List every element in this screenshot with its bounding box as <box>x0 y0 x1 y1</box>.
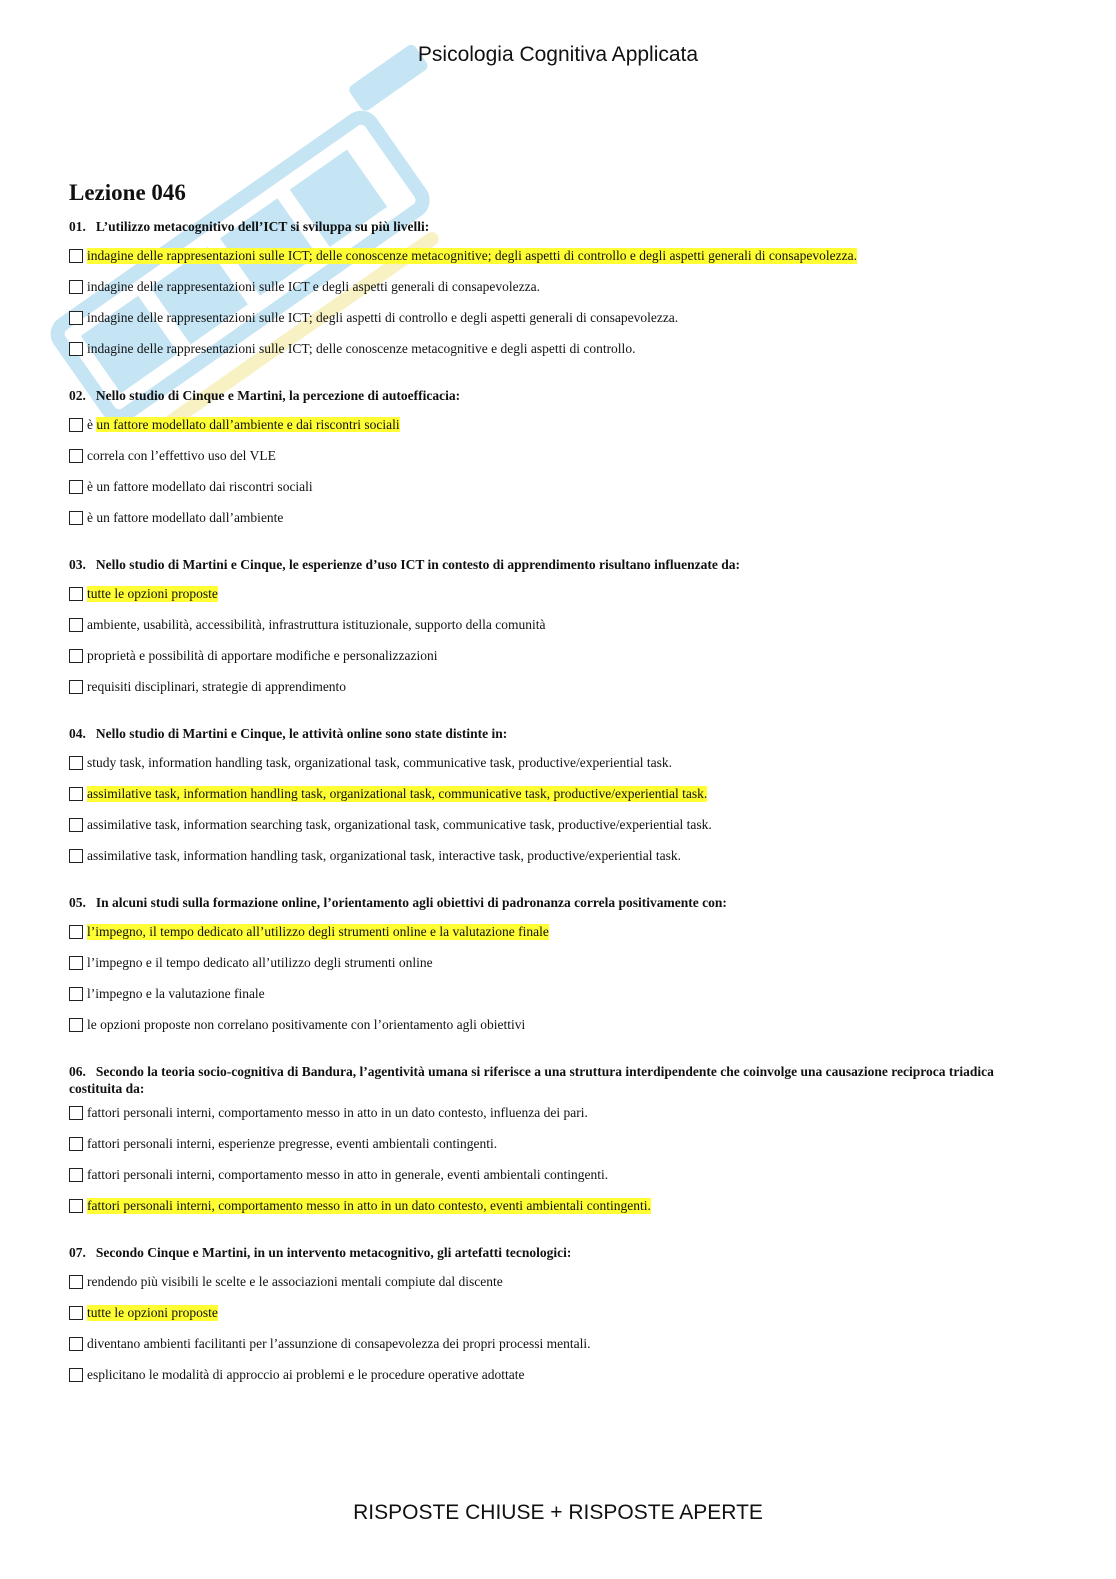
answer-label-highlighted: l’impegno, il tempo dedicato all’utilizzo degli strumenti online e la valutazione finale <box>87 923 549 939</box>
answer-label: le opzioni proposte non correlano positivamente con l’orientamento agli obiettivi <box>87 1016 526 1032</box>
answer-option[interactable] <box>69 947 1049 978</box>
answer-option[interactable] <box>69 440 1049 471</box>
question-prompt: In alcuni studi sulla formazione online, l’orientamento agli obiettivi di padronanza correla positivamente con: <box>95 895 727 910</box>
checkbox-icon[interactable] <box>69 480 83 494</box>
checkbox-icon[interactable] <box>69 1306 83 1320</box>
answer-label: rendendo più visibili le scelte e le associazioni mentali compiute dal discente <box>87 1273 503 1289</box>
checkbox-icon[interactable] <box>69 1337 83 1351</box>
question-03 <box>69 554 1049 702</box>
question-number: 02. <box>69 388 86 403</box>
answer-label-highlighted: tutte le opzioni proposte <box>87 585 218 601</box>
answer-option[interactable] <box>69 1328 1049 1359</box>
answer-option[interactable] <box>69 1297 1049 1328</box>
answer-label-highlighted: assimilative task, information handling task, organizational task, communicative task, productive/experiential task. <box>87 785 708 801</box>
question-text <box>69 385 1049 409</box>
question-number: 05. <box>69 895 86 910</box>
answer-option[interactable] <box>69 840 1049 871</box>
answer-option[interactable] <box>69 916 1049 947</box>
answer-label: assimilative task, information handling task, organizational task, interactive task, productive/experiential task. <box>87 847 681 863</box>
answer-label: study task, information handling task, organizational task, communicative task, productive/experiential task. <box>87 754 672 770</box>
answer-option[interactable] <box>69 578 1049 609</box>
answer-label: è un fattore modellato dai riscontri sociali <box>87 478 313 494</box>
answer-label: fattori personali interni, comportamento messo in atto in generale, eventi ambientali contingenti. <box>87 1166 609 1182</box>
answer-option[interactable] <box>69 1009 1049 1040</box>
answer-label-highlighted: fattori personali interni, comportamento messo in atto in un dato contesto, eventi ambientali contingenti. <box>87 1197 651 1213</box>
answer-label: l’impegno e la valutazione finale <box>87 985 265 1001</box>
questions-list <box>69 216 1049 1411</box>
checkbox-icon[interactable] <box>69 1018 83 1032</box>
answer-option[interactable] <box>69 778 1049 809</box>
answer-label: è un fattore modellato dall’ambiente <box>87 509 284 525</box>
answer-option[interactable] <box>69 809 1049 840</box>
question-01 <box>69 216 1049 364</box>
answer-label: fattori personali interni, comportamento messo in atto in un dato contesto, influenza dei pari. <box>87 1104 588 1120</box>
checkbox-icon[interactable] <box>69 956 83 970</box>
question-prompt: Nello studio di Martini e Cinque, le attività online sono state distinte in: <box>95 726 508 741</box>
question-prompt: Secondo Cinque e Martini, in un intervento metacognitivo, gli artefatti tecnologici: <box>95 1245 572 1260</box>
checkbox-icon[interactable] <box>69 311 83 325</box>
question-number: 04. <box>69 726 86 741</box>
checkbox-icon[interactable] <box>69 1168 83 1182</box>
answer-option[interactable] <box>69 333 1049 364</box>
answer-label: diventano ambienti facilitanti per l’assunzione di consapevolezza dei propri processi mentali. <box>87 1335 591 1351</box>
checkbox-icon[interactable] <box>69 987 83 1001</box>
checkbox-icon[interactable] <box>69 418 83 432</box>
answer-option[interactable] <box>69 640 1049 671</box>
checkbox-icon[interactable] <box>69 280 83 294</box>
answer-label: esplicitano le modalità di approccio ai problemi e le procedure operative adottate <box>87 1366 525 1382</box>
checkbox-icon[interactable] <box>69 756 83 770</box>
question-prompt: Nello studio di Martini e Cinque, le esperienze d’uso ICT in contesto di apprendimento risultano influenzate da: <box>95 557 741 572</box>
question-text <box>69 1242 1049 1266</box>
question-04 <box>69 723 1049 871</box>
answer-option[interactable] <box>69 1159 1049 1190</box>
question-number: 03. <box>69 557 86 572</box>
answer-option[interactable] <box>69 1190 1049 1221</box>
answer-option[interactable] <box>69 471 1049 502</box>
checkbox-icon[interactable] <box>69 249 83 263</box>
answer-option[interactable] <box>69 1128 1049 1159</box>
answer-option[interactable] <box>69 1359 1049 1390</box>
checkbox-icon[interactable] <box>69 849 83 863</box>
answer-label: indagine delle rappresentazioni sulle ICT; degli aspetti di controllo e degli aspetti generali di consapevolezza. <box>87 309 679 325</box>
checkbox-icon[interactable] <box>69 618 83 632</box>
question-number: 07. <box>69 1245 86 1260</box>
highlight-span: un fattore modellato dall’ambiente e dai riscontri sociali <box>96 416 400 432</box>
answer-label-highlighted: indagine delle rappresentazioni sulle ICT; delle conoscenze metacognitive; degli aspetti di controllo e degli aspetti generali di consapevolezza. <box>87 247 857 263</box>
checkbox-icon[interactable] <box>69 680 83 694</box>
question-text <box>69 216 1049 240</box>
checkbox-icon[interactable] <box>69 1137 83 1151</box>
lesson-title: Lezione 046 <box>69 180 186 205</box>
answer-option[interactable] <box>69 747 1049 778</box>
answer-label: fattori personali interni, esperienze pregresse, eventi ambientali contingenti. <box>87 1135 498 1151</box>
answer-option[interactable] <box>69 302 1049 333</box>
checkbox-icon[interactable] <box>69 1199 83 1213</box>
question-02 <box>69 385 1049 533</box>
checkbox-icon[interactable] <box>69 449 83 463</box>
checkbox-icon[interactable] <box>69 1275 83 1289</box>
question-06 <box>69 1061 1049 1221</box>
answer-label: indagine delle rappresentazioni sulle ICT e degli aspetti generali di consapevolezza. <box>87 278 540 294</box>
answer-label: indagine delle rappresentazioni sulle ICT; delle conoscenze metacognitive e degli aspetti di controllo. <box>87 340 636 356</box>
page-footer: RISPOSTE CHIUSE + RISPOSTE APERTE <box>353 1501 763 1524</box>
answer-label: requisiti disciplinari, strategie di apprendimento <box>87 678 347 694</box>
answer-label: l’impegno e il tempo dedicato all’utilizzo degli strumenti online <box>87 954 433 970</box>
question-number: 01. <box>69 219 86 234</box>
answer-label-highlighted: è un fattore modellato dall’ambiente e dai riscontri sociali <box>87 416 400 432</box>
answer-option[interactable] <box>69 1097 1049 1128</box>
checkbox-icon[interactable] <box>69 818 83 832</box>
answer-label-highlighted: tutte le opzioni proposte <box>87 1304 218 1320</box>
answer-option[interactable] <box>69 271 1049 302</box>
answer-option[interactable] <box>69 502 1049 533</box>
question-07 <box>69 1242 1049 1390</box>
checkbox-icon[interactable] <box>69 587 83 601</box>
checkbox-icon[interactable] <box>69 511 83 525</box>
answer-label: correla con l’effettivo uso del VLE <box>87 447 276 463</box>
question-05 <box>69 892 1049 1040</box>
question-prompt: Nello studio di Cinque e Martini, la percezione di autoefficacia: <box>95 388 461 403</box>
checkbox-icon[interactable] <box>69 1368 83 1382</box>
answer-option[interactable] <box>69 240 1049 271</box>
question-text <box>69 1061 1049 1097</box>
checkbox-icon[interactable] <box>69 342 83 356</box>
page-header-title: Psicologia Cognitiva Applicata <box>417 43 699 66</box>
answer-option[interactable] <box>69 671 1049 702</box>
answer-option[interactable] <box>69 1266 1049 1297</box>
question-text <box>69 892 1049 916</box>
checkbox-icon[interactable] <box>69 787 83 801</box>
answer-option[interactable] <box>69 978 1049 1009</box>
answer-option[interactable] <box>69 409 1049 440</box>
checkbox-icon[interactable] <box>69 1106 83 1120</box>
answer-option[interactable] <box>69 609 1049 640</box>
question-text <box>69 554 1049 578</box>
answer-label: proprietà e possibilità di apportare modifiche e personalizzazioni <box>87 647 438 663</box>
answer-label: ambiente, usabilità, accessibilità, infrastruttura istituzionale, supporto della comunità <box>87 616 546 632</box>
question-prompt: L’utilizzo metacognitivo dell’ICT si sviluppa su più livelli: <box>95 219 430 234</box>
checkbox-icon[interactable] <box>69 925 83 939</box>
answer-label: assimilative task, information searching task, organizational task, communicative task, productive/experiential task. <box>87 816 712 832</box>
question-text <box>69 723 1049 747</box>
question-number: 06. <box>69 1064 86 1079</box>
question-prompt: Secondo la teoria socio-cognitiva di Bandura, l’agentività umana si riferisce a una struttura interdipendente che coinvolge una causazione reciproca triadica costituita da: <box>69 1064 994 1096</box>
checkbox-icon[interactable] <box>69 649 83 663</box>
